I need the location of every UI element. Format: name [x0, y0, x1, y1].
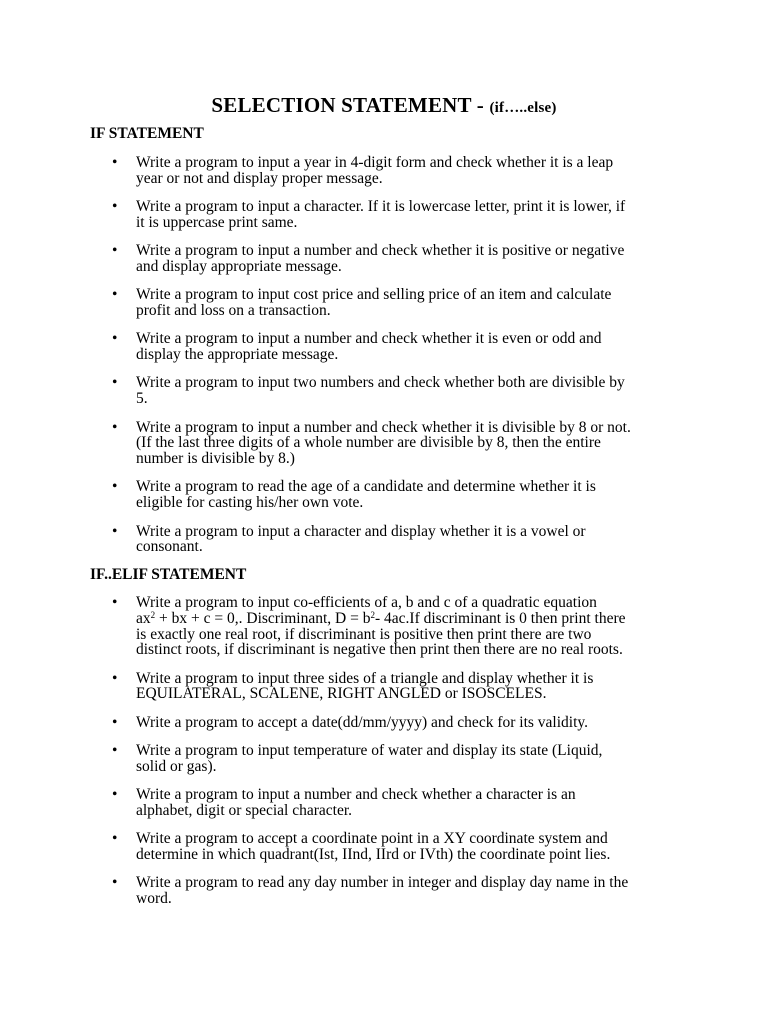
page-title — [0, 92, 768, 121]
equation-part: - 4ac.If discriminant is 0 then print there — [374, 609, 626, 627]
list-item — [90, 287, 690, 319]
list-item — [90, 420, 690, 467]
bullet: • — [112, 713, 118, 731]
item-line: alphabet, digit or special character. — [136, 801, 353, 819]
item-line: Write a program to input a number and check whether it is positive or negative — [136, 242, 625, 260]
item-line: Write a program to input co-efficients of a, b and c of a quadratic equation — [136, 594, 597, 611]
list-item — [90, 715, 690, 731]
bullet: • — [112, 830, 118, 848]
bullet: • — [112, 874, 118, 892]
list-item — [90, 375, 690, 407]
equation-part: + bx + c = 0,. Discriminant, D = b — [155, 609, 371, 627]
item-line: Write a program to input a number and check whether a character is an — [136, 786, 576, 804]
bullet: • — [112, 742, 118, 760]
item-line: number is divisible by 8.) — [136, 450, 295, 468]
item-line: Write a program to input a number and check whether it is even or odd and — [136, 330, 602, 348]
item-line: Write a program to accept a coordinate point in a XY coordinate system and — [136, 830, 608, 848]
bullet: • — [112, 522, 118, 540]
bullet: • — [112, 374, 118, 392]
item-line: Write a program to read any day number in integer and display day name in the — [136, 874, 629, 892]
list-item — [90, 743, 690, 775]
if-elif-statement-list — [90, 595, 690, 919]
item-line: consonant. — [136, 538, 203, 556]
exponent: 2 — [150, 609, 156, 620]
bullet: • — [112, 198, 118, 216]
list-item — [90, 671, 690, 703]
list-item — [90, 243, 690, 275]
item-line: solid or gas). — [136, 757, 217, 775]
item-line: eligible for casting his/her own vote. — [136, 494, 364, 512]
item-line: is exactly one real root, if discriminant is positive then print there are two — [136, 625, 592, 643]
if-statement-list — [90, 155, 690, 568]
equation-part: ax — [136, 609, 151, 627]
item-line: 5. — [136, 390, 148, 408]
item-line: EQUILATERAL, SCALENE, RIGHT ANGLED or ISOSCELES. — [136, 685, 547, 703]
list-item — [90, 479, 690, 511]
bullet: • — [112, 669, 118, 687]
list-item — [90, 831, 690, 863]
bullet: • — [112, 478, 118, 496]
bullet: • — [112, 330, 118, 348]
list-item — [90, 787, 690, 819]
list-item — [90, 199, 690, 231]
bullet: • — [112, 594, 118, 611]
item-line: Write a program to input a character. If it is lowercase letter, print it is lower, if — [136, 198, 626, 216]
item-line: year or not and display proper message. — [136, 169, 383, 187]
item-line: word. — [136, 890, 172, 908]
item-line: Write a program to input a character and display whether it is a vowel or — [136, 522, 586, 540]
item-line: it is uppercase print same. — [136, 213, 298, 231]
item-line: Write a program to input a number and check whether it is divisible by 8 or not. — [136, 418, 631, 436]
item-line: Write a program to input three sides of a triangle and display whether it is — [136, 669, 594, 687]
item-line: Write a program to accept a date(dd/mm/yyyy) and check for its validity. — [136, 713, 589, 731]
item-line: Write a program to input cost price and selling price of an item and calculate — [136, 286, 612, 304]
bullet: • — [112, 786, 118, 804]
bullet: • — [112, 154, 118, 171]
item-line-equation — [136, 611, 690, 627]
item-line: profit and loss on a transaction. — [136, 302, 331, 320]
section-heading-if: IF STATEMENT — [90, 125, 204, 142]
title-subtitle: (if…..else) — [489, 100, 557, 116]
item-line: display the appropriate message. — [136, 346, 339, 364]
exponent: 2 — [370, 609, 375, 620]
item-line: Write a program to input a year in 4-digit form and check whether it is a leap — [136, 154, 614, 171]
title-separator: - — [471, 93, 490, 117]
item-line: and display appropriate message. — [136, 257, 342, 275]
bullet: • — [112, 418, 118, 436]
bullet: • — [112, 242, 118, 260]
item-line: Write a program to input temperature of water and display its state (Liquid, — [136, 742, 603, 760]
item-line: (If the last three digits of a whole number are divisible by 8, then the entire — [136, 434, 601, 452]
list-item — [90, 595, 690, 658]
section-heading-if-elif: IF..ELIF STATEMENT — [90, 566, 247, 583]
item-line: Write a program to input two numbers and check whether both are divisible by — [136, 374, 625, 392]
list-item — [90, 524, 690, 556]
title-main: SELECTION STATEMENT — [211, 93, 472, 117]
list-item — [90, 875, 690, 907]
item-line: Write a program to read the age of a candidate and determine whether it is — [136, 478, 596, 496]
list-item — [90, 155, 690, 187]
item-line: determine in which quadrant(Ist, IInd, IIrd or IVth) the coordinate point lies. — [136, 846, 611, 864]
list-item — [90, 331, 690, 363]
item-line: distinct roots, if discriminant is negative then print then there are no real roots. — [136, 641, 623, 659]
bullet: • — [112, 286, 118, 304]
